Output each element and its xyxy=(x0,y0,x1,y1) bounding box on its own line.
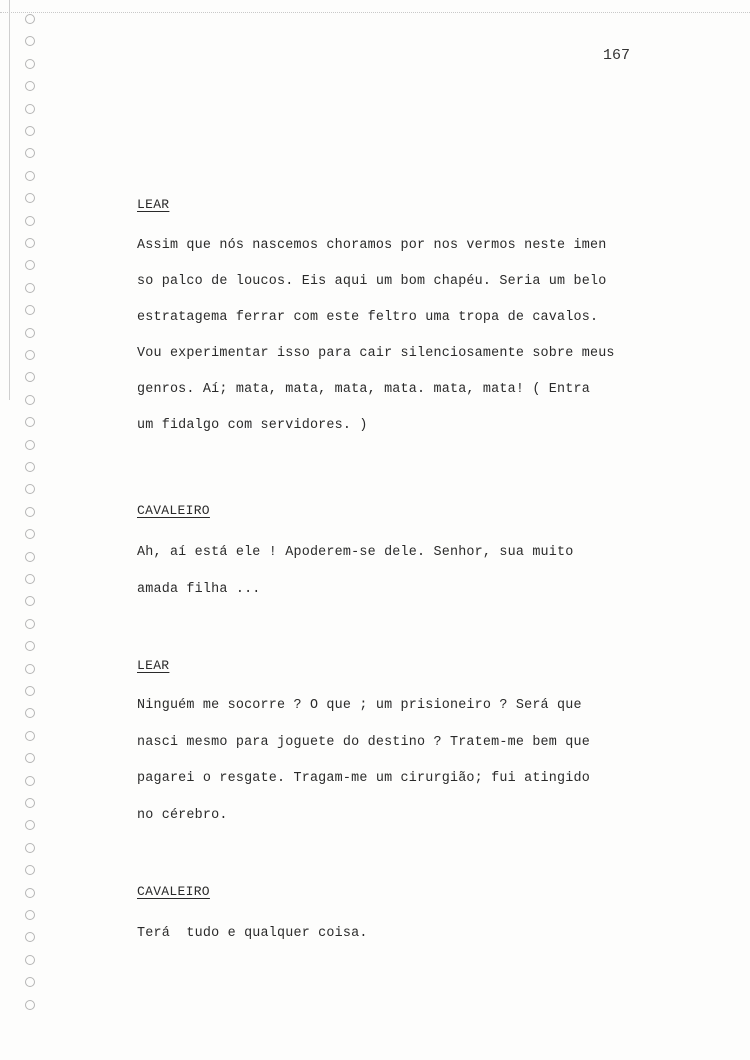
binder-hole xyxy=(25,81,35,91)
page-top-edge xyxy=(0,12,750,13)
binder-hole xyxy=(25,59,35,69)
binder-hole xyxy=(25,148,35,158)
binder-hole xyxy=(25,36,35,46)
dialogue-line: no cérebro. xyxy=(137,808,228,823)
speaker-name: LEAR xyxy=(137,197,170,212)
binder-hole xyxy=(25,305,35,315)
dialogue-line: nasci mesmo para joguete do destino ? Tratem-me bem que xyxy=(137,735,590,750)
binder-hole xyxy=(25,104,35,114)
binder-hole xyxy=(25,888,35,898)
binder-hole xyxy=(25,328,35,338)
dialogue-line: amada filha ... xyxy=(137,582,261,597)
binder-hole xyxy=(25,417,35,427)
dialogue-line: Ah, aí está ele ! Apoderem-se dele. Senhor, sua muito xyxy=(137,545,574,560)
dialogue-line: pagarei o resgate. Tragam-me um cirurgião; fui atingido xyxy=(137,771,590,786)
binder-hole xyxy=(25,171,35,181)
binder-edge-line xyxy=(9,0,10,400)
binder-hole xyxy=(25,731,35,741)
dialogue-line: estratagema ferrar com este feltro uma tropa de cavalos. xyxy=(137,310,599,325)
binder-hole xyxy=(25,193,35,203)
binder-hole xyxy=(25,798,35,808)
binder-hole xyxy=(25,283,35,293)
dialogue-line: Ninguém me socorre ? O que ; um prisioneiro ? Será que xyxy=(137,698,582,713)
binder-hole xyxy=(25,395,35,405)
binder-hole xyxy=(25,507,35,517)
binder-hole xyxy=(25,596,35,606)
binder-hole xyxy=(25,865,35,875)
dialogue-line: Assim que nós nascemos choramos por nos vermos neste imen xyxy=(137,238,607,253)
binder-hole xyxy=(25,216,35,226)
speaker-name: CAVALEIRO xyxy=(137,884,210,899)
binder-hole xyxy=(25,686,35,696)
binder-hole xyxy=(25,910,35,920)
binder-hole xyxy=(25,977,35,987)
speaker-name: CAVALEIRO xyxy=(137,503,210,518)
dialogue-line: Vou experimentar isso para cair silenciosamente sobre meus xyxy=(137,346,615,361)
binder-hole xyxy=(25,440,35,450)
binder-hole xyxy=(25,238,35,248)
binder-hole xyxy=(25,350,35,360)
binder-hole xyxy=(25,484,35,494)
binder-hole xyxy=(25,932,35,942)
binder-hole xyxy=(25,126,35,136)
dialogue-line: genros. Aí; mata, mata, mata, mata. mata, mata! ( Entra xyxy=(137,382,590,397)
binder-hole xyxy=(25,14,35,24)
binder-hole xyxy=(25,552,35,562)
binder-hole xyxy=(25,372,35,382)
binder-hole xyxy=(25,664,35,674)
binder-hole xyxy=(25,776,35,786)
speaker-name: LEAR xyxy=(137,658,170,673)
binder-hole xyxy=(25,641,35,651)
binder-hole xyxy=(25,1000,35,1010)
binder-hole xyxy=(25,574,35,584)
dialogue-line: um fidalgo com servidores. ) xyxy=(137,418,368,433)
binder-hole xyxy=(25,820,35,830)
dialogue-line: Terá tudo e qualquer coisa. xyxy=(137,926,368,941)
binder-hole xyxy=(25,260,35,270)
binder-hole xyxy=(25,462,35,472)
binder-hole xyxy=(25,843,35,853)
binder-hole xyxy=(25,955,35,965)
dialogue-line: so palco de loucos. Eis aqui um bom chapéu. Seria um belo xyxy=(137,274,607,289)
binder-hole xyxy=(25,708,35,718)
binder-hole xyxy=(25,619,35,629)
page-number: 167 xyxy=(603,47,631,64)
binder-hole xyxy=(25,529,35,539)
binder-hole xyxy=(25,753,35,763)
